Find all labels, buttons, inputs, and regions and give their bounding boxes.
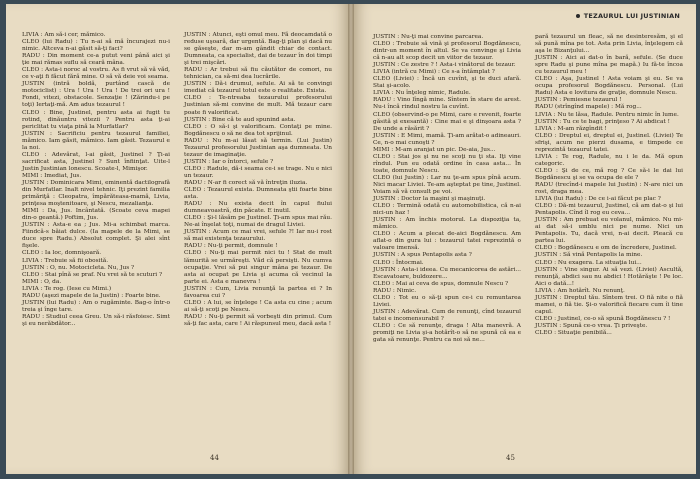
dialogue-line: CLEO : Nu exagera. La situaţia lui... xyxy=(535,259,642,266)
book-gutter xyxy=(348,4,354,474)
dialogue-line: CLEO : Mai ai ceva de spus, domnule Nescu ? xyxy=(373,280,509,287)
dialogue-line: RADU : N-ar fi corect să vă întreţin iluzia. xyxy=(184,179,308,186)
dialogue-line: JUSTIN : Spună ce-o vrea. Ţi priveşte. xyxy=(535,322,648,329)
dialogue-line: CLEO : Radule, dă-i seama ce-i se trage. Nu e nici un tezaur. xyxy=(184,165,332,179)
dialogue-line: CLEO : Şi de ce, mă rog ? Ce să-i le dai lui Bogdănescu şi se va ocupa de ele ? xyxy=(535,167,683,181)
dialogue-line: RADU (aşezi mapele de la Justin) : Foarte bine. xyxy=(22,292,161,299)
right-column-1 xyxy=(373,34,521,344)
dialogue-line: CLEO : Ce să renunţe, draga ! Alta manevră. A promiţi ne Livia şi-a hotărît-o să ne spună că ea e gata să renunţe. Pentru ca noi să ne... xyxy=(373,322,521,344)
dialogue-line: CLEO : Tot eu o să-ţi spun ce-i cu remuntarea Liviei. xyxy=(373,294,521,308)
dialogue-line: CLEO : Stai pînă se praf. Nu vrei să te scuturi ? xyxy=(22,271,163,278)
dialogue-line: RADU : Din moment ce-a putut veni până aici şi ţie mai rămas suflu să ceară mâna. xyxy=(22,53,170,67)
running-header xyxy=(576,12,680,20)
dialogue-line: CLEO (lui Justin) : Lar nu ţe-am spus pînă acum. Nici macar Liviei. Te-am aşteptat pe tine, Justinel. Voiam să vă consult pe voi. xyxy=(373,174,521,196)
dialogue-line: JUSTIN : Aici ai dat-o în bară, sefule. (Se duce spre Radu şi pune mîna pe mapă.) Iu fă-te încoa cu tezaurul meu ! xyxy=(535,55,683,76)
dialogue-line: JUSTIN : Vine singur. Ai să vezi. (Liviei) Ascultă, renunţă, abdici sau nu abdici ! Hotărăşte ! Pe loc. Aici o dată...! xyxy=(535,266,683,287)
dialogue-line: RADU : Nu m-ai lăsat să termin. (Lui Justin) Tezaurul profesorului Justinian aşa dumneata. Un tezaur de imaginaţie. xyxy=(184,137,332,158)
dialogue-line: CLEO : Asta-i noroc al vostru. As fi vrut să vă văd, ce v-aţi fi făcut fără mine. O să vă deie voi seama. xyxy=(22,67,170,81)
dialogue-line: JUSTIN : Am prebuat eu volanul, mămico. Nu mi-ai dat să-i umblu nici pe nume. Nici un Pentapolis. Tu, dacă vrei, n-ai decit. Pleacă cu partea lui. xyxy=(535,217,683,245)
dialogue-line: LIVIA : Te rog. (Iese cu Mimi.) xyxy=(22,285,112,292)
dialogue-line: CLEO : Situaţie penibilă... xyxy=(535,329,612,336)
dialogue-line: CLEO : Şi-l lăsăm pe Justinel. Ţi-am spus mai rău. Ne-ai înşelat toţi, numai de dragul Liviei. xyxy=(184,215,332,229)
dialogue-line: CLEO : O să-i şi valorificam. Contaţi pe mine. Bogdănescu o să ne dea tot sprijinul. xyxy=(184,123,332,137)
dialogue-line: JUSTIN : Acum ce mai vrei, sefule ?! Iar nu-i rost să mai existenţa tezaurului. xyxy=(184,229,332,243)
dialogue-line: JUSTIN : Tu ce te bagi, prinţeso ? Ai abdicat ! xyxy=(535,118,670,125)
dialogue-line: JUSTIN : O, nu. Motocicleta. Nu, Jus ? xyxy=(22,264,135,271)
dialogue-line: CLEO : Aşa, Justinel ! Asta voiam şi eu. Se va ocupa profesorul Bogdănescu. Personal. (Lui Radu) Asta e lovitura de graţie, domnule Nescu. xyxy=(535,76,683,97)
dialogue-line: CLEO (lui Radu) : Tu n-ai să mă încurajezi nu-i nimic. Altceva n-ai găsit să-ţi faci? xyxy=(22,39,170,53)
dialogue-line: JUSTIN : Ce zestre ? ! Asta-i vinătorul de tezaur. xyxy=(373,62,516,69)
dialogue-line: JUSTIN : Asta-e ea ; Jus. Mi-a schimbat marca. Fiindcă-s băiat dulce. (Ia mapele de la Mimi, se duce spre Radu.) Absolut complet. Şi alei sînt fişele. xyxy=(22,222,170,250)
dialogue-line: CLEO (Liviei) : Încă un cuvînt, şi te duci afară. Stai şi-acolo. xyxy=(373,76,521,90)
dialogue-line: LIVIA : M-am răzgîndit ! xyxy=(535,125,607,132)
left-column-1 xyxy=(22,32,170,328)
dialogue-line: CLEO : Trebuie să vină şi profesorul Bogdănescu, dintr-un moment în altul. Se va convinge şi Livia că n-au alt scop decit un viitor de tezaur. xyxy=(373,41,521,62)
dialogue-line: LIVIA (intră cu Mimi) : Ce s-a întâmplat ? xyxy=(373,69,495,76)
dialogue-line: JUSTIN (lui Radu) : Am o rugăminte. Bag-o într-o treia şi înge tare. xyxy=(22,299,170,313)
dialogue-line: RADU : Nu-ţi permit, domnule ! xyxy=(184,243,278,250)
dialogue-line: JUSTIN (intră boldă, purtând cască de motociclist) : Ura ! Ura ! Ura ! De trei ori ura ! Fondi, vitezi, obstacole. Senzaţie ! (Zărindu-i pe toţi) Iertaţi-mă. Am adus tezaurul ! xyxy=(22,81,170,109)
dialogue-line: MIMI : O, da. xyxy=(22,278,62,285)
dialogue-line: RADU : Vino lîngă mine. Sîntem în stare de arest. Nu-i încă rindul nostru la cuvînt. xyxy=(373,97,521,111)
dialogue-line: MIMI : Imediat, Jus. xyxy=(22,172,82,179)
dialogue-line: JUSTIN : E Mimi, mamă. Ţi-am arătat-o adineauri. Ce, n-o mai cunoşti ? xyxy=(373,132,521,146)
dialogue-line: LIVIA : Am să-i cer, mămico. xyxy=(22,32,106,38)
dialogue-line: RADU : Nu-ţi permit să vorbeşti din primul. Cum să-ţi fac asta, care ! Ai răspunsul meu, dacă asta ! xyxy=(184,313,332,327)
dialogue-line: JUSTIN : Dreptul tău. Sîntem trei. O fiă nite o fiă mamei, o fiă tie. Şi-o valorifică fiecare cum îi tine capul. xyxy=(535,294,683,315)
dialogue-line: CLEO (observind-o pe Mimi, care e revenit, foarte găsită şi exesantă) : Cine mai e şi dinşoara asta ? De unde a răsărit ? xyxy=(373,111,521,132)
dialogue-line: MIMI : M-am aranjat un pic. De-aia, Jus... xyxy=(373,146,496,153)
dialogue-line: CLEO : Nu-ţi mai permit nici tu ! Stat de mult lămurită se urmăreşti. Văd că persişti. Nu cumva ocupaţie. Vrei să pui singur mâna pe tezaur. De asta ai ocupat pe Livia şi acuma că vecinul la parte ei. Asta e manevra ! xyxy=(184,250,332,285)
dialogue-line: JUSTIN : Pemiesne tezaurul ! xyxy=(535,97,622,104)
dialogue-line: LIVIA : Nu înţeleg nimic, Radule. xyxy=(373,90,471,97)
dialogue-line: RADU : Nimic. xyxy=(373,287,417,294)
left-page-number: 44 xyxy=(210,454,219,462)
dialogue-line: JUSTIN : Am închis motorul. La dispoziţia ta, mămico. xyxy=(373,217,521,231)
dialogue-line: JUSTIN : A spus Pentapolis asta ? xyxy=(373,252,472,259)
dialogue-line: JUSTIN : Să vină Pentapolis la mine. xyxy=(535,252,643,259)
bullet-icon xyxy=(576,14,580,18)
dialogue-line: RADU : Nu exista decit în capul fiului dumneavoastră, din păcate. E inutil. xyxy=(184,201,332,215)
dialogue-line: RADU : Ar trebui să fiu căutător de comori, nu tehnician, ca să-mi dea lucrările. xyxy=(184,67,332,81)
dialogue-line: JUSTIN : Doctor la maşini şi maşinuţi. xyxy=(373,196,486,203)
dialogue-line: RADU : Studiul ceea Greu. Un să-i răsfoiesc. Simt şi eu nerăbdător... xyxy=(22,313,170,327)
dialogue-line: LIVIA (lui Radu) : De ce i-ai făcut pe plac ? xyxy=(535,196,661,203)
dialogue-line: CLEO : Stai jos şi nu ne scoţi nu ţi sta. Iţi vine rîndul. Pun eu odată ordine în casa asta... În toate, domnule Nescu. xyxy=(373,153,521,174)
dialogue-line: RADU (trecînd-i mapele lui Justin) : N-are nici un rost, draga mea. xyxy=(535,181,683,196)
dialogue-line: JUSTIN : Sacrificiu pentru tezaurul familiei, mămico. Iam găsit, mămico. Iam găsit. Tezaurul e la noi. xyxy=(22,130,170,151)
dialogue-line: CLEO : Acum a plecat de-aici Bogdănescu. Am aflat-o din gura lui : tezaurul tatei reprezintă o valoare imensă. xyxy=(373,231,521,252)
left-page xyxy=(6,4,351,474)
dialogue-line: JUSTIN : Asta-i ideea. Cu mecanicorea de astări... Escavatoare, buldozere... xyxy=(373,266,521,280)
right-page-number: 45 xyxy=(506,454,515,462)
dialogue-line: JUSTIN : Nu-ţi mai convine parcarea. xyxy=(373,34,484,40)
dialogue-line: LIVIA : Am hotărît. Nu renunţ. xyxy=(535,287,625,294)
dialogue-line: CLEO : Bogdănescu e om de încredere, Justinel. xyxy=(535,245,677,252)
dialogue-line: CLEO : Te-ntreaba tezaurului profesorului Justinian să-mi convine de mult. Mă tezaur care poate fi valorificat. xyxy=(184,95,332,116)
dialogue-line: JUSTIN : Dominicara Mimi, eminentă dactilografă din Murfatlar. Inalt nivel tehnic. Iţi prezint familia primăriţă : Cleopatra, împărăteasa-mamă, Livia, prinţesa moştenitoare, şi Nescu, mezalianţa. xyxy=(22,179,170,208)
dialogue-line: CLEO : Justinel, ce-o să spună Bogdănescu ? ! xyxy=(535,315,671,322)
dialogue-line: JUSTIN : Dă-i drumul, sefule. Ai să te convingi imediat că tezaurul totul este o realitate. Exista. xyxy=(184,81,332,95)
dialogue-line: JUSTIN : Atunci, eşti omul meu. Fă deocamdată o reduse uşoară, dar urgentă. Bag-ţi plan şi dacă nu se găseşte, dar m-am gândit chiar de contact. Dumneata, ca specialist, dai de tezaur în doi timpi şi trei mişcări. xyxy=(184,32,332,67)
dialogue-line: pară tezaurul un fleac, să ne desinteresăm, şi el să pună mîna pe tot. Asta prin Livia, înţelegem că aşa le Bizanţului... xyxy=(535,34,683,55)
dialogue-line: LIVIA : Trebuie să fii obosită. xyxy=(22,257,109,264)
dialogue-line: CLEO : Întocmai. xyxy=(373,259,424,266)
dialogue-line: CLEO : Ia loc, domnişoară. xyxy=(22,250,102,257)
dialogue-line: CLEO : Tezaurul exista. Dumneata ştii foarte bine asta. xyxy=(184,187,332,201)
dialogue-line: MIMI : Da, Jus. Incântată. (Scoate ceva mapei din-o geantă.) Poftim, Jus. xyxy=(22,208,170,222)
right-column-2 xyxy=(535,34,683,337)
dialogue-line: CLEO : Dă-mi tezaurul, Justinel, că am dat-o şi lui Pentapolis. Cînd îl rog eu ceva... xyxy=(535,203,683,217)
left-column-2 xyxy=(184,32,332,328)
dialogue-line: LIVIA : Nu te lăsa, Radule. Pentru nimic în lume. xyxy=(535,111,679,118)
dialogue-line: CLEO : Bine, Justinel, pentru asta ai fugit tu rotind, dinăuntru vitezii ? Pentru asta ţi-ai periclitat tu viaţa pină la Murfatlar? xyxy=(22,109,170,130)
right-page xyxy=(351,4,696,474)
dialogue-line: CLEO : A lui, se înţelege ! Ca asta cu cine ; acum ai să-ţi scoţi pe Nescu. xyxy=(184,299,332,313)
dialogue-line: JUSTIN : Adevărat. Cum de renunţi, cînd tezaurul tatei e incomensurabil ? xyxy=(373,308,521,322)
dialogue-line: RADU (strîngînd mapele) : Mă rog... xyxy=(535,104,642,111)
dialogue-line: JUSTIN : Bine că te aud spunind asta. xyxy=(184,116,296,123)
dialogue-line: CLEO : Dreptul ei, dreptul ei, Justinel. (Liviei) Te sfrişi, acum ne pierzi dusama, e timpede ce reprezintă tezaurul tatei. xyxy=(535,132,683,153)
book-spread xyxy=(6,4,696,474)
dialogue-line: JUSTIN : Iar o întorci, sefule ? xyxy=(184,158,274,165)
dialogue-line: JUSTIN : Cum, Livia renunţă la partea ei ? In favoarea cui ? xyxy=(184,285,332,299)
running-header-title: TEZAURUL LUI JUSTINIAN xyxy=(583,12,680,20)
dialogue-line: CLEO : Termină odată cu automobilistica, că n-ai nici-un haz ! xyxy=(373,203,521,217)
dialogue-line: CLEO : Adevărat, l-ai găsit, Justinel ? Ţi-ai sacrificat asta, Justinel ? Sunt înfiinţat. Uite-l Justin Justinian lonescu. Scoate-l, Mimişor. xyxy=(22,151,170,172)
dialogue-line: LIVIA : Te rog, Radule, nu i le da. Mă opun categoric. xyxy=(535,153,683,167)
